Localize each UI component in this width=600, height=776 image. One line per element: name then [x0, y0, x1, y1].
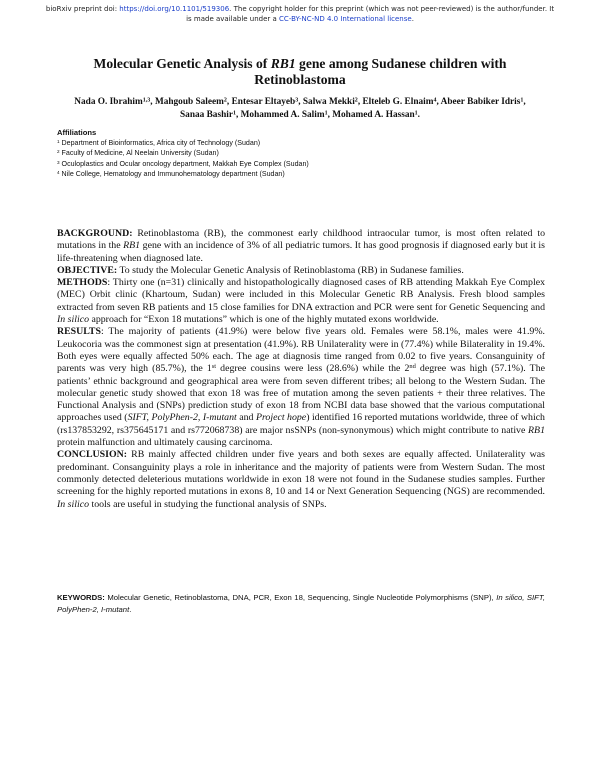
- license-link[interactable]: CC-BY-NC-ND 4.0 International license: [279, 14, 412, 23]
- abstract-conclusion: CONCLUSION: RB mainly affected children under five years and both sexes are equally affected. Unilaterality was predominant. Consanguinity plays a role in inheritance and the majority of patients were from Western Sudan. The most commonly detected deleterious mutations worldwide in exon 18 were not found in the Sudanese studies samples. Further screening for the highly reported mutations in exons 8, 10 and 14 or Next Generation Sequencing (NGS) are recommended. In silico tools are useful in studying the functional analysis of SNPs.: [57, 449, 545, 510]
- author: Elteleb G. Elnaim$^4$,: [362, 97, 441, 107]
- author: Mahgoub Saleem$^2$,: [154, 97, 232, 107]
- author: Entesar Eltayeb$^3$,: [231, 97, 303, 107]
- preprint-line2-suffix: .: [411, 14, 414, 23]
- author: Mohamed A. Hassan$^1$.: [332, 110, 420, 120]
- preprint-line1-suffix: . The copyright holder for this preprint (which was not peer-reviewed) is the author/funder. It: [229, 5, 555, 13]
- author-list: [52, 96, 548, 122]
- abstract-methods: METHODS: Thirty one (n=31) clinically and histopathologically diagnosed cases of RB attending Makkah Eye Complex (MEC) Orbit clinic (Khartoum, Sudan) were included in this Molecular Genetic RB Analysis. Fresh blood samples extracted from seven RB patients and 15 close families for DNA extraction and PCR were sent for Genetic Sequencing and In silico approach for “Exon 18 mutations” which is one of the highly mutated exons worldwide.: [57, 277, 545, 326]
- preprint-notice: [20, 5, 580, 24]
- author: Abeer Babiker Idris$^1$,: [440, 97, 526, 107]
- author: Mohammed A. Salim$^1$,: [240, 110, 333, 120]
- results-label: RESULTS: [57, 326, 101, 338]
- keywords: KEYWORDS: Molecular Genetic, Retinoblastoma, DNA, PCR, Exon 18, Sequencing, Single Nucleotide Polymorphisms (SNP), In silico, SIFT, PolyPhen-2, I-mutant.: [57, 593, 545, 614]
- author: Nada O. Ibrahim$^{1,3}$,: [74, 97, 155, 107]
- preprint-line1-prefix: bioRxiv preprint doi:: [45, 5, 120, 13]
- preprint-line2-prefix: is made available under a: [186, 14, 280, 23]
- paper-title: [60, 56, 540, 88]
- title-part2: gene among Sudanese children with Retinoblastoma: [254, 56, 507, 87]
- abstract-objective: OBJECTIVE: To study the Molecular Genetic Analysis of Retinoblastoma (RB) in Sudanese families.: [57, 264, 464, 276]
- background-label: BACKGROUND:: [57, 228, 133, 239]
- affiliation-item: $^3$ Oculoplastics and Ocular oncology department, Makkah Eye Complex (Sudan): [57, 159, 309, 168]
- title-gene: RB1: [270, 56, 296, 71]
- affiliations-heading: Affiliations: [57, 128, 97, 137]
- author: Sanaa Bashir$^1$,: [180, 110, 241, 120]
- title-part1: Molecular Genetic Analysis of: [93, 56, 271, 71]
- affiliation-item: $^4$ Nile College, Hematology and Immunohematology department (Sudan): [57, 169, 285, 178]
- affiliation-item: $^2$ Faculty of Medicine, Al Neelain University (Sudan): [57, 149, 219, 158]
- abstract-background: BACKGROUND: Retinoblastoma (RB), the commonest early childhood intraocular tumor, is most often related to mutations in the RB1 gene with an incidence of 3% of all pediatric tumors. It has good prognosis if diagnosed early but it is life-threatening when diagnosed late.: [57, 228, 545, 264]
- author: Salwa Mekki$^2$,: [302, 97, 363, 107]
- methods-label: METHODS: [57, 277, 108, 289]
- abstract-results: RESULTS: The majority of patients (41.9%) were below five years old. Females were 58.1%, males were 41.9%. Leukocoria was the commonest sign at presentation (41.9%). RB Unilaterality were in (77.4%) while Bilaterality in 19.4%. Both eyes were equally affected 50% each. The age at diagnosis time ranged from 0.02 to five years. Consanguinity of parents was very high (85.7%), the 1st degree cousins were less (28.6%) while the 2nd degree was high (57.1%). The patients’ ethnic background and geographical area were from seven different tribes; all belong to the Western Sudan. The molecular genetic study showed that exon 18 was free of mutation among the seven patients + their three relatives. The Functional Analysis and (SNPs) prediction study of exon 18 from NCBI data base showed that the various computational approaches used (SIFT, PolyPhen-2, I-mutant and Project hope) identified 16 reported mutations worldwide, three of which (rs137853292, rs375645171 and rs772068738) are major nsSNPs (non-synonymous) which might contribute to native RB1 protein malfunction and ultimately causing carcinoma.: [57, 326, 545, 449]
- doi-link[interactable]: https://doi.org/10.1101/519306: [119, 5, 230, 13]
- conclusion-label: CONCLUSION:: [57, 449, 128, 461]
- affiliation-item: $^1$ Department of Bioinformatics, Africa city of Technology (Sudan): [57, 139, 261, 148]
- keywords-label: KEYWORDS:: [57, 593, 105, 602]
- objective-label: OBJECTIVE:: [57, 264, 118, 276]
- affiliations: [57, 128, 537, 179]
- abstract: [57, 228, 545, 511]
